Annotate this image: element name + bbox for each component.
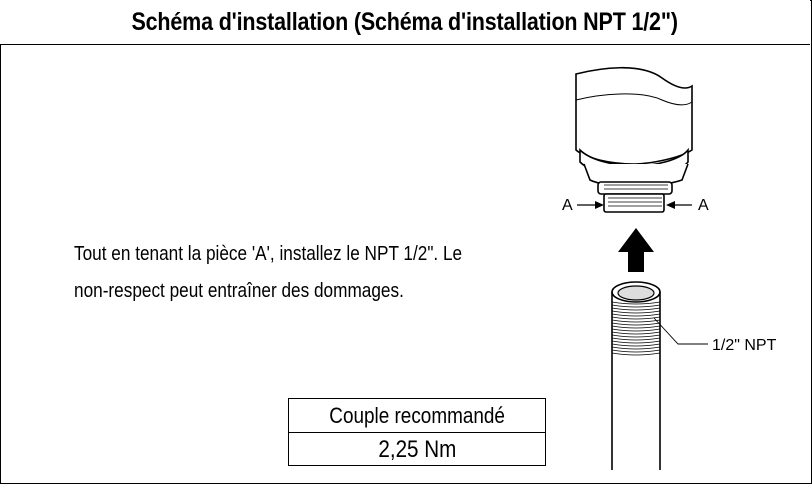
pipe-threads: [612, 302, 660, 355]
thread-line: [612, 335, 660, 337]
thread-line: [612, 329, 660, 331]
instruction-line-1: Tout en tenant la pièce 'A', installez le NPT 1/2". Le: [74, 243, 463, 265]
pipe-label-leader: [654, 318, 777, 354]
thread-line: [612, 344, 660, 346]
arrow-left-icon: [666, 201, 675, 209]
thread-line: [612, 305, 660, 307]
thread-line: [612, 341, 660, 343]
thread-line: [612, 311, 660, 313]
thread-line: [612, 314, 660, 316]
thread-line: [612, 332, 660, 334]
marker-a-left: [562, 197, 604, 214]
thread-line: [612, 317, 660, 319]
marker-a-left-label: A: [562, 197, 573, 214]
marker-a-right-label: A: [698, 197, 709, 214]
thread-line: [612, 320, 660, 322]
page-title: Schéma d'installation (Schéma d'installation NPT 1/2"): [131, 7, 679, 36]
arrow-right-icon: [595, 201, 604, 209]
torque-value: 2,25 Nm: [377, 435, 456, 463]
thread-line: [612, 338, 660, 340]
pipe-label: 1/2" NPT: [712, 337, 777, 354]
thread-line: [612, 308, 660, 310]
instruction-line-2: non-respect peut entraîner des dommages.: [74, 280, 404, 302]
thread-line: [612, 350, 660, 352]
torque-header: Couple recommandé: [329, 402, 505, 428]
thread-line: [612, 347, 660, 349]
device-head: [576, 68, 692, 212]
marker-a-right: [666, 197, 709, 214]
thread-line: [612, 353, 660, 355]
thread-line: [612, 326, 660, 328]
arrow-up-icon: [618, 228, 654, 272]
thread-line: [612, 323, 660, 325]
